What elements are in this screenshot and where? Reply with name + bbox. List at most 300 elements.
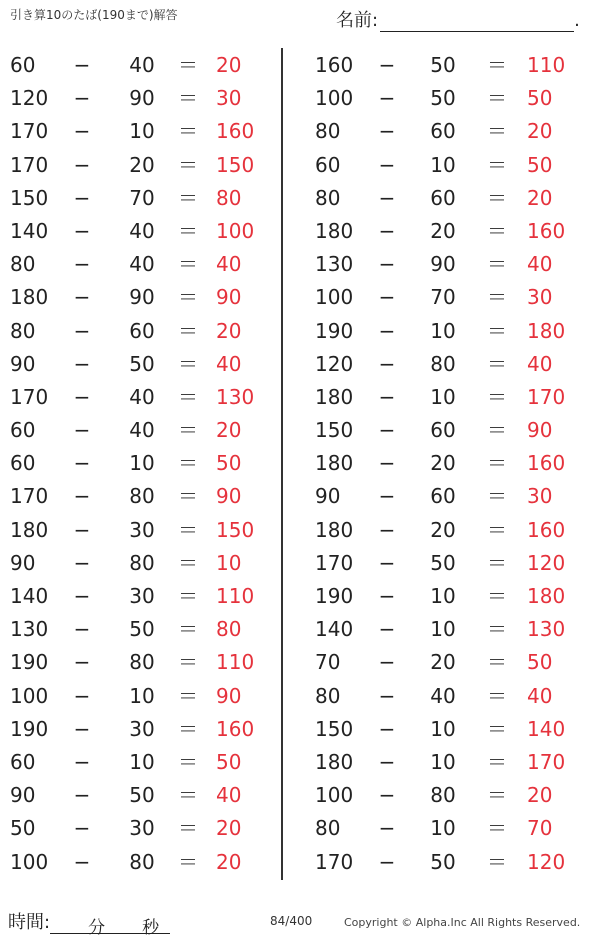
problem-row [305,446,595,479]
equals-sign: ＝ [178,617,198,642]
problem-row [0,181,290,214]
answer: 160 [527,451,566,476]
problem-row [305,845,595,878]
subtrahend: 80 [129,849,155,874]
equals-sign: ＝ [178,683,198,708]
problem-row [0,280,290,313]
problem-row [305,81,595,114]
answer: 110 [216,650,255,675]
minus-sign: − [73,451,91,476]
minuend: 180 [315,451,354,476]
equals-sign: ＝ [487,584,507,608]
minus-sign: − [73,683,91,708]
problem-row [305,247,595,280]
minus-sign: − [73,849,91,874]
equals-sign: ＝ [487,152,507,177]
subtrahend: 50 [129,617,155,642]
answer: 160 [527,517,566,542]
answer: 90 [216,285,242,310]
answer: 40 [527,252,553,277]
answer: 130 [527,617,566,642]
minuend: 90 [10,351,36,376]
time-underline [50,913,170,938]
equals-sign: ＝ [487,550,507,575]
problem-row [305,712,595,745]
minus-sign: − [378,119,396,144]
minuend: 180 [10,517,49,542]
equals-sign: ＝ [487,318,507,343]
subtrahend: 30 [129,517,155,542]
equals-sign: ＝ [178,517,198,542]
minuend: 150 [10,185,49,210]
problem-row [305,181,595,214]
answer: 130 [216,384,255,409]
subtrahend: 60 [430,185,456,210]
minutes-label: 分 [88,918,106,938]
problem-row [0,446,290,479]
problem-row [0,347,290,380]
subtrahend: 10 [430,384,456,409]
answer: 20 [216,816,242,841]
equals-sign: ＝ [487,285,507,310]
equals-sign: ＝ [178,86,198,111]
equals-sign: ＝ [487,716,507,741]
problem-row [305,513,595,546]
answer: 160 [527,218,566,243]
minus-sign: − [73,617,91,642]
minuend: 160 [315,53,354,77]
problem-row [305,347,595,380]
minus-sign: − [378,351,396,376]
minuend: 100 [315,285,354,310]
equals-sign: ＝ [487,119,507,144]
answer: 20 [216,318,242,343]
subtrahend: 40 [129,418,155,443]
minuend: 90 [315,484,341,509]
answer: 20 [216,53,242,77]
problem-row [0,778,290,811]
minus-sign: − [378,650,396,675]
minus-sign: − [378,517,396,542]
subtrahend: 80 [129,550,155,575]
minus-sign: − [378,152,396,177]
minuend: 50 [10,816,36,841]
problem-row [0,513,290,546]
equals-sign: ＝ [178,584,198,608]
minus-sign: − [73,86,91,111]
answer: 80 [216,617,242,642]
minus-sign: − [73,53,91,77]
problem-row [305,546,595,579]
minuend: 80 [315,816,341,841]
problem-row [305,579,595,612]
equals-sign: ＝ [178,783,198,808]
equals-sign: ＝ [178,484,198,509]
answer: 20 [527,783,553,808]
answer: 160 [216,119,255,144]
minus-sign: − [73,716,91,741]
minuend: 100 [315,783,354,808]
answer: 120 [527,550,566,575]
answer: 50 [216,451,242,476]
equals-sign: ＝ [487,749,507,774]
subtrahend: 40 [129,384,155,409]
minus-sign: − [378,716,396,741]
answer: 110 [527,53,566,77]
minuend: 190 [315,584,354,608]
equals-sign: ＝ [178,384,198,409]
equals-sign: ＝ [178,119,198,144]
minuend: 80 [315,683,341,708]
equals-sign: ＝ [178,650,198,675]
equals-sign: ＝ [178,351,198,376]
answer: 70 [527,816,553,841]
equals-sign: ＝ [178,152,198,177]
equals-sign: ＝ [487,451,507,476]
problem-row [0,247,290,280]
minuend: 170 [10,384,49,409]
answer: 80 [216,185,242,210]
equals-sign: ＝ [178,451,198,476]
minus-sign: − [73,285,91,310]
minus-sign: − [73,384,91,409]
seconds-label: 秒 [142,918,160,938]
subtrahend: 30 [129,716,155,741]
minus-sign: − [73,418,91,443]
subtrahend: 50 [430,550,456,575]
answer: 50 [527,86,553,111]
problem-row [0,546,290,579]
copyright: Copyright © Alpha.Inc All Rights Reserved. [344,916,581,929]
equals-sign: ＝ [487,384,507,409]
name-end-dot: . [574,10,580,31]
time-label: 時間: [8,912,51,933]
equals-sign: ＝ [487,517,507,542]
minus-sign: − [378,584,396,608]
answer: 180 [527,584,566,608]
answer: 20 [527,185,553,210]
subtrahend: 20 [129,152,155,177]
problem-row [305,679,595,712]
subtrahend: 40 [129,53,155,77]
minus-sign: − [73,484,91,509]
answer: 50 [216,749,242,774]
problem-row [305,48,595,81]
problem-row [305,413,595,446]
minus-sign: − [378,218,396,243]
minus-sign: − [378,451,396,476]
subtrahend: 50 [430,86,456,111]
problem-row [0,845,290,878]
answer: 150 [216,517,255,542]
subtrahend: 50 [430,849,456,874]
equals-sign: ＝ [487,683,507,708]
answer: 40 [216,783,242,808]
minuend: 140 [315,617,354,642]
answer: 180 [527,318,566,343]
subtrahend: 20 [430,517,456,542]
subtrahend: 10 [129,451,155,476]
problem-row [305,645,595,678]
minuend: 60 [10,418,36,443]
problem-row [0,579,290,612]
problem-row [305,380,595,413]
subtrahend: 20 [430,218,456,243]
minuend: 100 [315,86,354,111]
minus-sign: − [378,749,396,774]
minus-sign: − [73,252,91,277]
minuend: 120 [10,86,49,111]
minus-sign: − [73,351,91,376]
minus-sign: − [378,285,396,310]
equals-sign: ＝ [487,351,507,376]
subtrahend: 10 [129,119,155,144]
answer: 40 [216,351,242,376]
problem-row [0,745,290,778]
subtrahend: 10 [430,749,456,774]
minuend: 130 [10,617,49,642]
answer: 160 [216,716,255,741]
minus-sign: − [73,816,91,841]
minus-sign: − [73,749,91,774]
subtrahend: 90 [129,86,155,111]
problem-row [305,214,595,247]
equals-sign: ＝ [487,617,507,642]
answer: 170 [527,384,566,409]
minus-sign: − [378,53,396,77]
column-divider [281,48,283,880]
minuend: 70 [315,650,341,675]
problem-row [0,214,290,247]
answer: 110 [216,584,255,608]
problem-row [305,314,595,347]
minuend: 150 [315,418,354,443]
subtrahend: 80 [430,351,456,376]
problem-row [0,81,290,114]
minus-sign: − [378,816,396,841]
minus-sign: − [378,384,396,409]
subtrahend: 80 [430,783,456,808]
equals-sign: ＝ [178,849,198,874]
equals-sign: ＝ [178,749,198,774]
equals-sign: ＝ [487,53,507,77]
problem-row [305,612,595,645]
equals-sign: ＝ [178,716,198,741]
minuend: 170 [10,152,49,177]
equals-sign: ＝ [487,849,507,874]
answer: 50 [527,650,553,675]
answer: 20 [527,119,553,144]
minus-sign: − [73,152,91,177]
name-label: 名前: [336,10,379,31]
minuend: 190 [315,318,354,343]
minuend: 80 [10,318,36,343]
minus-sign: − [378,418,396,443]
minuend: 140 [10,218,49,243]
answer: 30 [216,86,242,111]
minuend: 90 [10,783,36,808]
answer: 170 [527,749,566,774]
minuend: 180 [315,218,354,243]
subtrahend: 10 [129,749,155,774]
minuend: 170 [315,849,354,874]
problem-row [0,148,290,181]
minuend: 180 [315,517,354,542]
subtrahend: 10 [430,318,456,343]
answer: 30 [527,484,553,509]
minuend: 170 [315,550,354,575]
subtrahend: 10 [129,683,155,708]
problem-row [305,811,595,844]
equals-sign: ＝ [178,252,198,277]
problem-row [0,114,290,147]
answer: 20 [216,418,242,443]
answer: 140 [527,716,566,741]
equals-sign: ＝ [487,86,507,111]
subtrahend: 50 [129,783,155,808]
minus-sign: − [378,484,396,509]
problem-row [0,479,290,512]
equals-sign: ＝ [178,185,198,210]
minuend: 60 [315,152,341,177]
minus-sign: − [73,550,91,575]
equals-sign: ＝ [178,218,198,243]
answer: 100 [216,218,255,243]
subtrahend: 40 [129,252,155,277]
minuend: 100 [10,849,49,874]
minus-sign: − [73,584,91,608]
subtrahend: 60 [430,484,456,509]
minus-sign: − [73,650,91,675]
subtrahend: 10 [430,584,456,608]
answer: 120 [527,849,566,874]
equals-sign: ＝ [487,816,507,841]
equals-sign: ＝ [178,418,198,443]
equals-sign: ＝ [487,418,507,443]
subtrahend: 20 [430,451,456,476]
subtrahend: 40 [129,218,155,243]
name-field [336,6,580,32]
answer: 20 [216,849,242,874]
answer: 40 [527,683,553,708]
problem-row [305,778,595,811]
minuend: 60 [10,451,36,476]
subtrahend: 60 [430,119,456,144]
problem-row [0,413,290,446]
time-field [8,908,170,938]
minus-sign: − [378,318,396,343]
subtrahend: 70 [129,185,155,210]
subtrahend: 10 [430,617,456,642]
answer: 40 [216,252,242,277]
subtrahend: 50 [129,351,155,376]
minus-sign: − [73,119,91,144]
minus-sign: − [73,218,91,243]
subtrahend: 60 [129,318,155,343]
minuend: 150 [315,716,354,741]
subtrahend: 30 [129,584,155,608]
problem-row [0,612,290,645]
minuend: 80 [315,185,341,210]
minus-sign: − [378,617,396,642]
problem-row [0,380,290,413]
subtrahend: 80 [129,484,155,509]
minus-sign: − [378,86,396,111]
minuend: 170 [10,119,49,144]
equals-sign: ＝ [487,185,507,210]
minuend: 180 [315,384,354,409]
equals-sign: ＝ [178,285,198,310]
minus-sign: − [73,318,91,343]
equals-sign: ＝ [487,484,507,509]
minus-sign: − [378,849,396,874]
problem-row [305,280,595,313]
equals-sign: ＝ [487,252,507,277]
minuend: 120 [315,351,354,376]
minuend: 170 [10,484,49,509]
minuend: 60 [10,53,36,77]
minuend: 130 [315,252,354,277]
minuend: 190 [10,650,49,675]
minus-sign: − [378,550,396,575]
answer: 10 [216,550,242,575]
problem-row [0,811,290,844]
answer: 90 [216,484,242,509]
minuend: 180 [10,285,49,310]
minus-sign: − [73,517,91,542]
answer: 40 [527,351,553,376]
subtrahend: 80 [129,650,155,675]
equals-sign: ＝ [178,318,198,343]
minus-sign: − [378,185,396,210]
subtrahend: 40 [430,683,456,708]
problem-row [305,148,595,181]
subtrahend: 90 [129,285,155,310]
problem-row [0,645,290,678]
minus-sign: − [73,783,91,808]
equals-sign: ＝ [487,218,507,243]
equals-sign: ＝ [178,53,198,77]
problem-row [0,48,290,81]
answer: 90 [216,683,242,708]
answer: 30 [527,285,553,310]
minuend: 190 [10,716,49,741]
problem-row [305,745,595,778]
subtrahend: 50 [430,53,456,77]
problem-row [0,314,290,347]
answer: 90 [527,418,553,443]
minus-sign: − [378,683,396,708]
problem-row [0,679,290,712]
minuend: 80 [315,119,341,144]
problem-row [305,114,595,147]
answer: 50 [527,152,553,177]
subtrahend: 70 [430,285,456,310]
minuend: 80 [10,252,36,277]
equals-sign: ＝ [487,650,507,675]
subtrahend: 20 [430,650,456,675]
problem-row [0,712,290,745]
equals-sign: ＝ [178,550,198,575]
problem-row [305,479,595,512]
minus-sign: − [73,185,91,210]
minuend: 140 [10,584,49,608]
minus-sign: − [378,252,396,277]
subtrahend: 10 [430,716,456,741]
minuend: 100 [10,683,49,708]
name-underline [380,13,574,32]
minus-sign: − [378,783,396,808]
